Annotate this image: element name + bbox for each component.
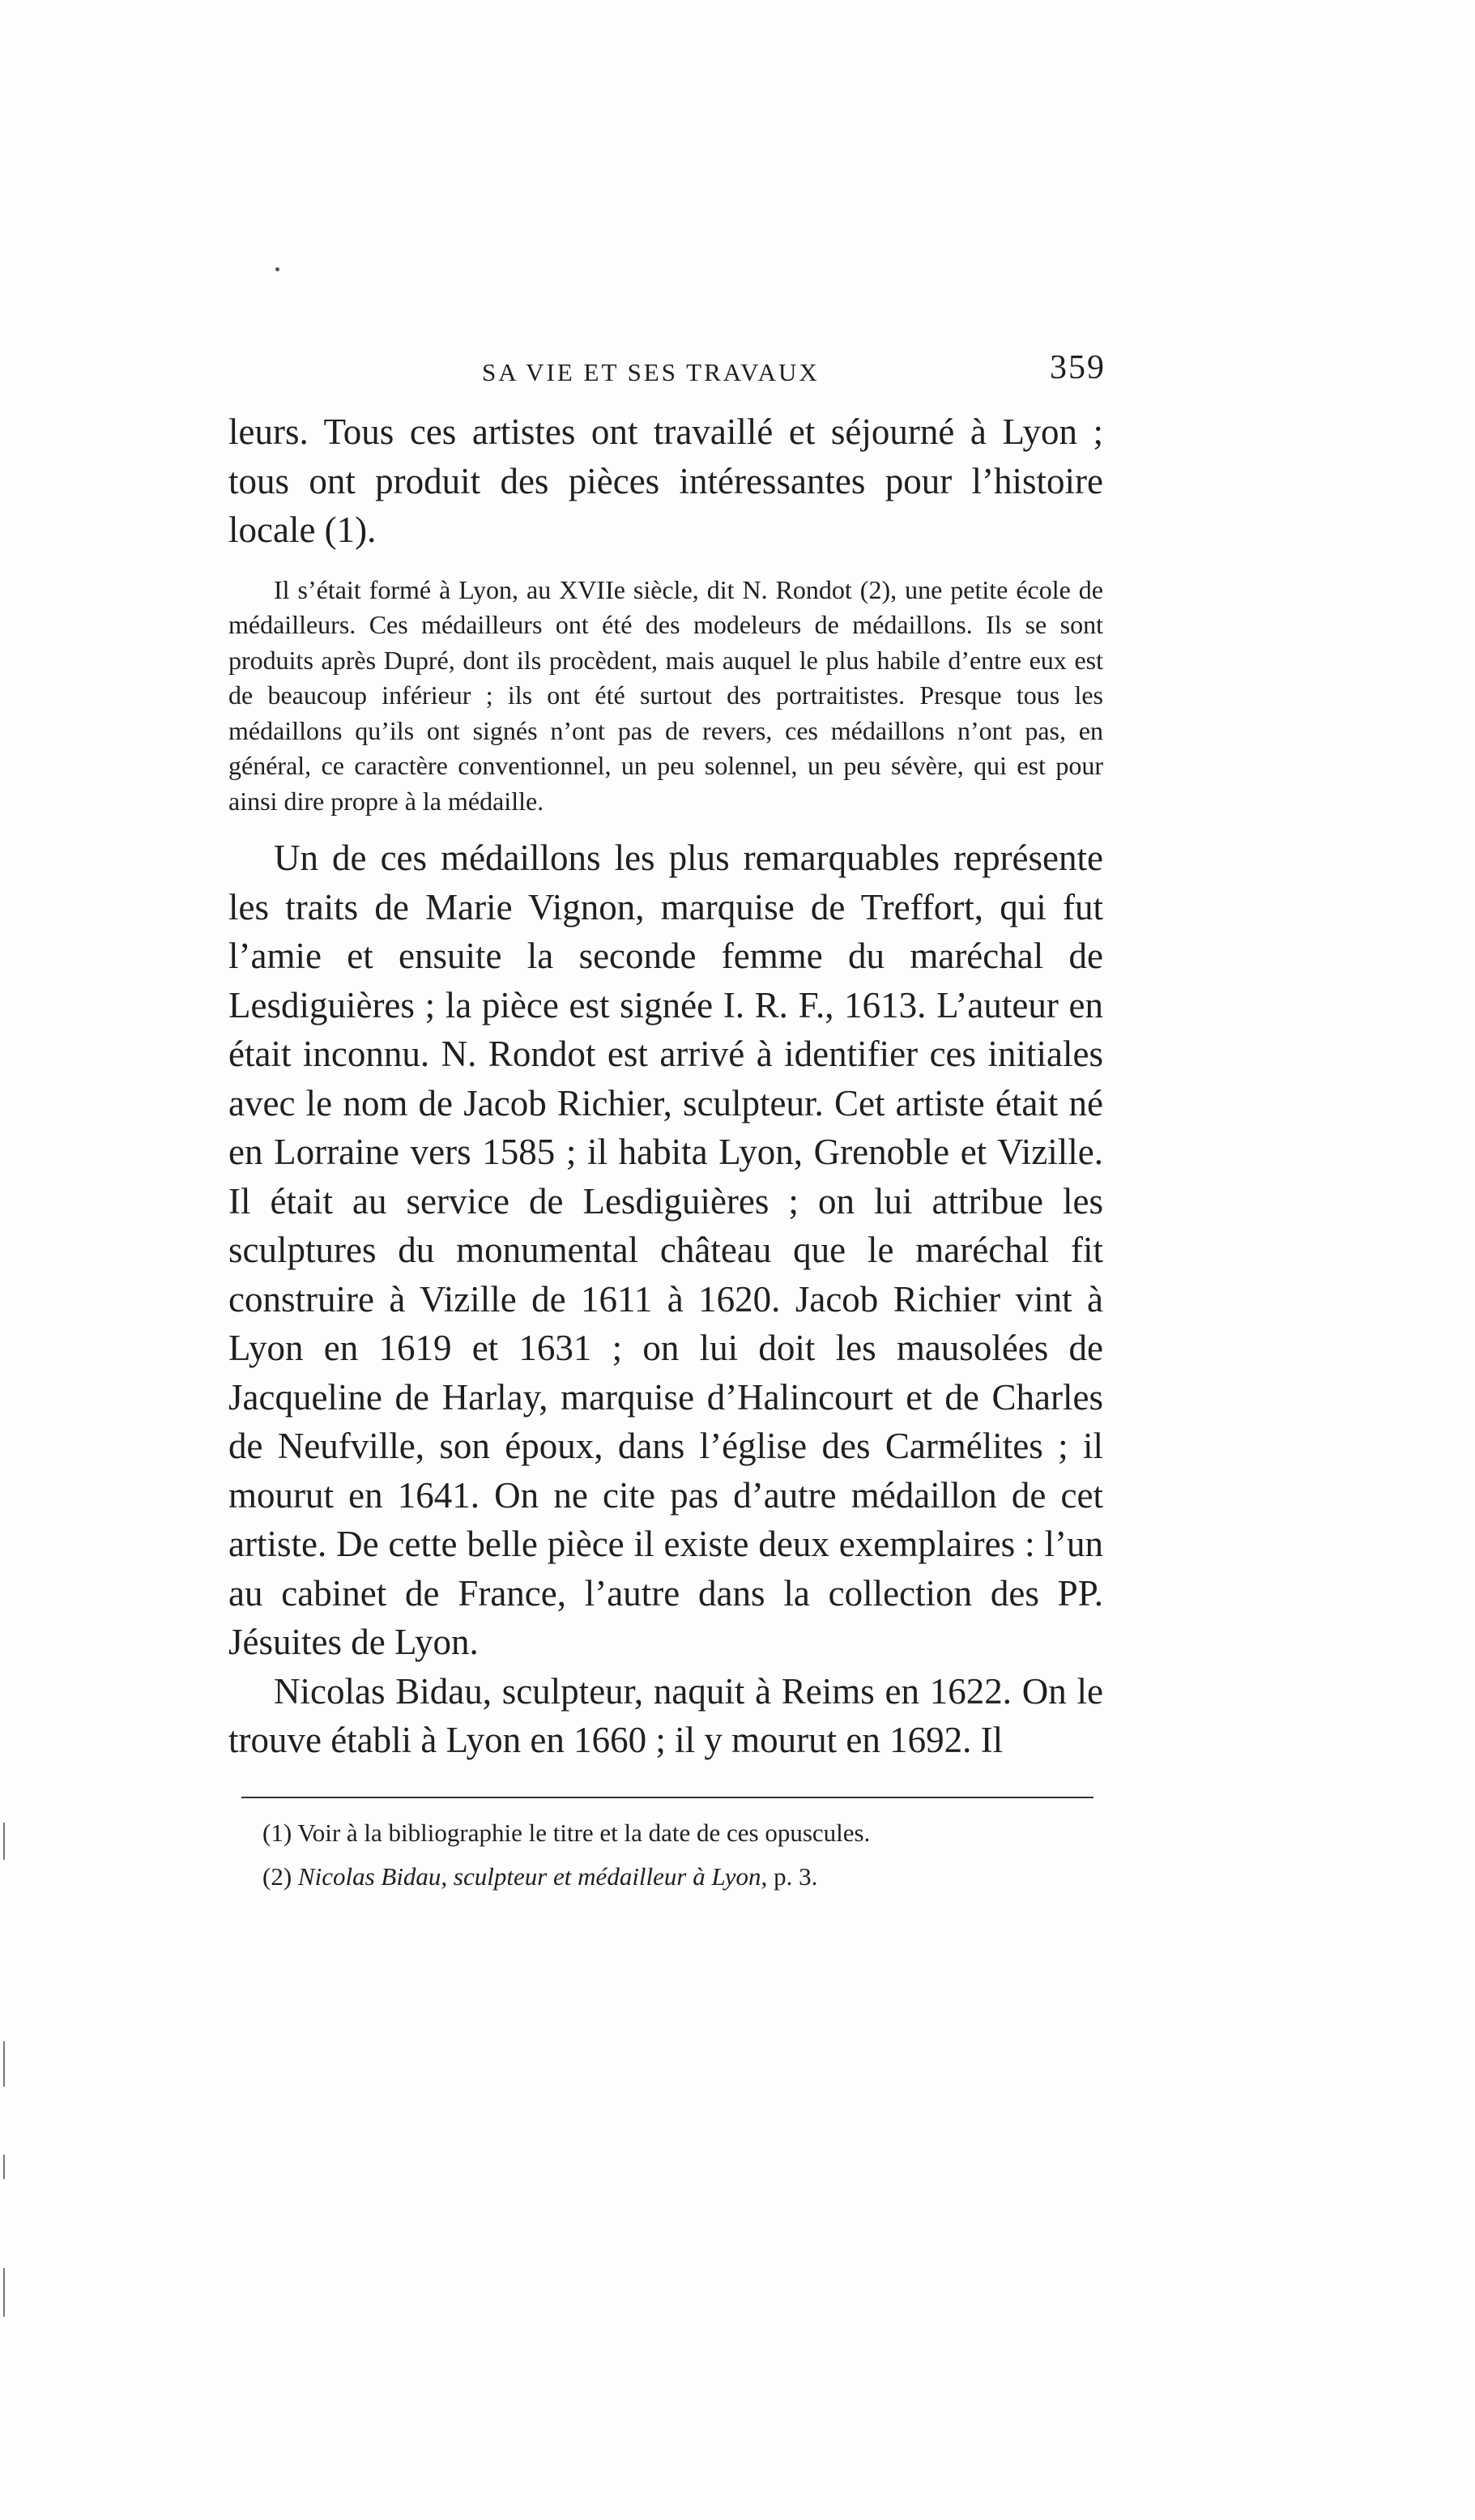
paragraph-3: Nicolas Bidau, sculpteur, naquit à Reims en 1622. On le trouve établi à Lyon en 1660 ; il y mourut en 1692. Il (228, 1670, 1103, 1760)
body-text (228, 407, 1103, 1765)
scan-speck (275, 267, 279, 271)
running-head (227, 348, 1118, 397)
footnotes (228, 1811, 1103, 1899)
paragraph-2: Un de ces médaillons les plus remarquables représente les traits de Marie Vignon, marquise de Treffort, qui fut l’amie et ensuite la seconde femme du maréchal de Lesdiguières ; la pièce est signée I. R. F., 1613. L’auteur en était inconnu. N. Rondot est arrivé à identifier ces initiales avec le nom de Jacob Richier, sculpteur. Cet artiste était né en Lorraine vers 1585 ; il habita Lyon, Grenoble et Vizille. Il était au service de Lesdiguières ; on lui attribue les sculptures du monumental château que le maréchal fit construire à Vizille de 1611 à 1620. Jacob Richier vint à Lyon en 1619 et 1631 ; on lui doit les mausolées de Jacqueline de Harlay, marquise d’Halincourt et de Charles de Neufville, son époux, dans l’église des Carmélites ; il mourut en 1641. On ne cite pas d’autre médaillon de cet artiste. De cette belle pièce il existe deux exemplaires : l’un au cabinet de France, l’autre dans la collection des PP. Jésuites de Lyon. (228, 838, 1103, 1662)
scan-edge-mark (3, 2155, 5, 2179)
scan-edge-mark (3, 2041, 5, 2087)
running-title: SA VIE ET SES TRAVAUX (482, 358, 820, 386)
footnote-2-title: Nicolas Bidau, sculpteur et médailleur à Lyon, (297, 1862, 768, 1891)
scan-edge-mark (3, 1823, 5, 1860)
footnote-2 (228, 1855, 1103, 1899)
paragraph-1: leurs. Tous ces artistes ont travaillé et séjourné à Lyon ; tous ont produit des pièces intéressantes pour l’histoire locale (1). (228, 411, 1103, 550)
scan-edge-mark (3, 2268, 5, 2317)
footnote-2-page: p. 3. (774, 1862, 818, 1891)
quoted-paragraph: Il s’était formé à Lyon, au XVIIe siècle, dit N. Rondot (2), une petite école de médailleurs. Ces médailleurs ont été des modeleurs de médaillons. Ils se sont produits après Dupré, dont ils procèdent, mais auquel le plus habile d’entre eux est de beaucoup inférieur ; ils ont été surtout des portraitistes. Presque tous les médaillons qu’ils ont signés n’ont pas de revers, ces médaillons n’ont pas, en général, ce caractère conventionnel, un peu solennel, un peu sévère, qui est pour ainsi dire propre à la médaille. (228, 574, 1103, 816)
footnote-1: (1) Voir à la bibliographie le titre et la date de ces opuscules. (262, 1819, 871, 1847)
footnote-2-mark: (2) (262, 1862, 292, 1891)
page-number: 359 (1050, 349, 1106, 386)
footnote-rule (241, 1797, 1093, 1798)
